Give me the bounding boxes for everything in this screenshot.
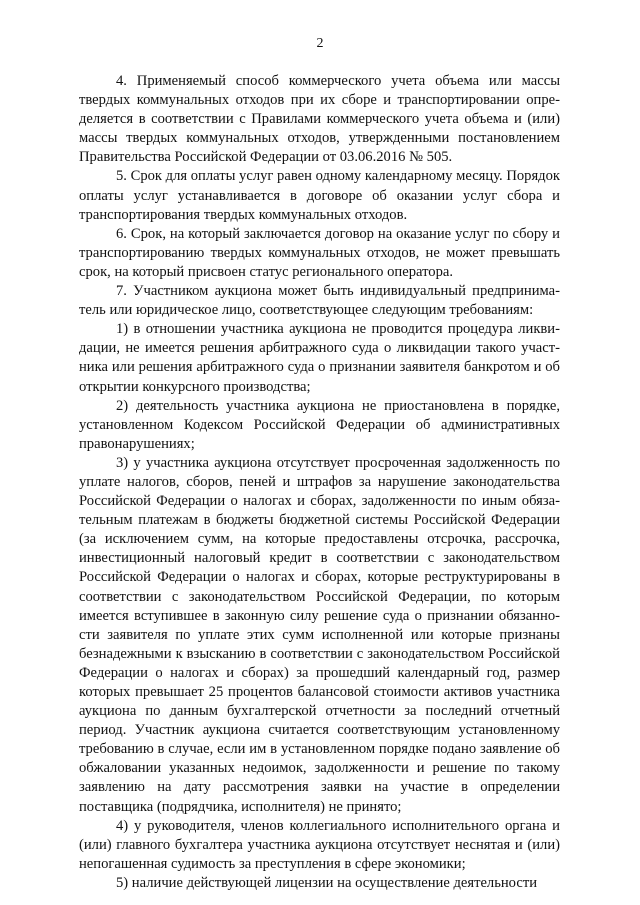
document-body — [79, 72, 560, 893]
page-number: 2 — [316, 36, 324, 51]
paragraph-7-item-1: 1) в отношении участника аукциона не проводится процедура ликвидации, не имеется решения арбитражного суда о ликвидации такого участника или решения арбитражного суда о признании заявителя банкротом и об открытии конкурсного производства; — [79, 321, 560, 395]
paragraph-7-item-2: 2) деятельность участника аукциона не приостановлена в порядке, установленном Кодексом Российской Федерации об административных правонарушениях; — [79, 397, 560, 452]
paragraph-7: 7. Участником аукциона может быть индивидуальный предприниматель или юридическое лицо, соответствующее следующим требованиям: — [79, 283, 560, 319]
paragraph-7-item-4: 4) у руководителя, членов коллегиального исполнительного органа и (или) главного бухгалтера участника аукциона отсутствует неснятая и (или) непогашенная судимость за преступления в сфере экономики; — [79, 817, 560, 872]
paragraph-5: 5. Срок для оплаты услуг равен одному календарному месяцу. Порядок оплаты услуг устанавливается в договоре об оказании услуг сбора и транспортирования твердых коммунальных отходов. — [79, 168, 560, 223]
paragraph-4: 4. Применяемый способ коммерческого учета объема или массы твердых коммунальных отходов при их сборе и транспортировании определяется в соответствии с Правилами коммерческого учета объема и (или) массы твердых коммунальных отходов, утвержденными постановлением Правительства Российской Федерации от 03.06.2016 № 505. — [79, 73, 560, 166]
paragraph-7-item-3: 3) у участника аукциона отсутствует просроченная задолженность по уплате налогов, сборов, пеней и штрафов за нарушение законодательства Российской Федерации о налогах и сборах, задолженности по иным обязательным платежам в бюджеты бюджетной системы Российской Федерации (за исключением сумм, на которые предоставлены отсрочка, рассрочка, инвестиционный налоговый кредит в соответствии с законодательством Российской Федерации о налогах и сборах, которые реструктурированы в соответствии с законодательством Российской Федерации, по которым имеется вступившее в законную силу решение суда о признании обязанности заявителя по уплате этих сумм исполненной или которые признаны безнадежными к взысканию в соответствии с законодательством Российской Федерации о налогах и сборах) за прошедший календарный год, размер которых превышает 25 процентов балансовой стоимости активов участника аукциона по данным бухгалтерской отчетности за последний отчетный период. Участник аукциона считается соответствующим установленному требованию в случае, если им в установленном порядке подано заявление об обжаловании указанных недоимок, задолженности и решение по такому заявлению на дату рассмотрения заявки на участие в определении поставщика (подрядчика, исполнителя) не принято; — [79, 454, 560, 815]
paragraph-7-item-5: 5) наличие действующей лицензии на осуществление деятельности — [116, 874, 538, 891]
paragraph-6: 6. Срок, на который заключается договор на оказание услуг по сбору и транспортированию твердых коммунальных отходов, не может превышать срок, на который присвоен статус регионального оператора. — [79, 225, 560, 280]
